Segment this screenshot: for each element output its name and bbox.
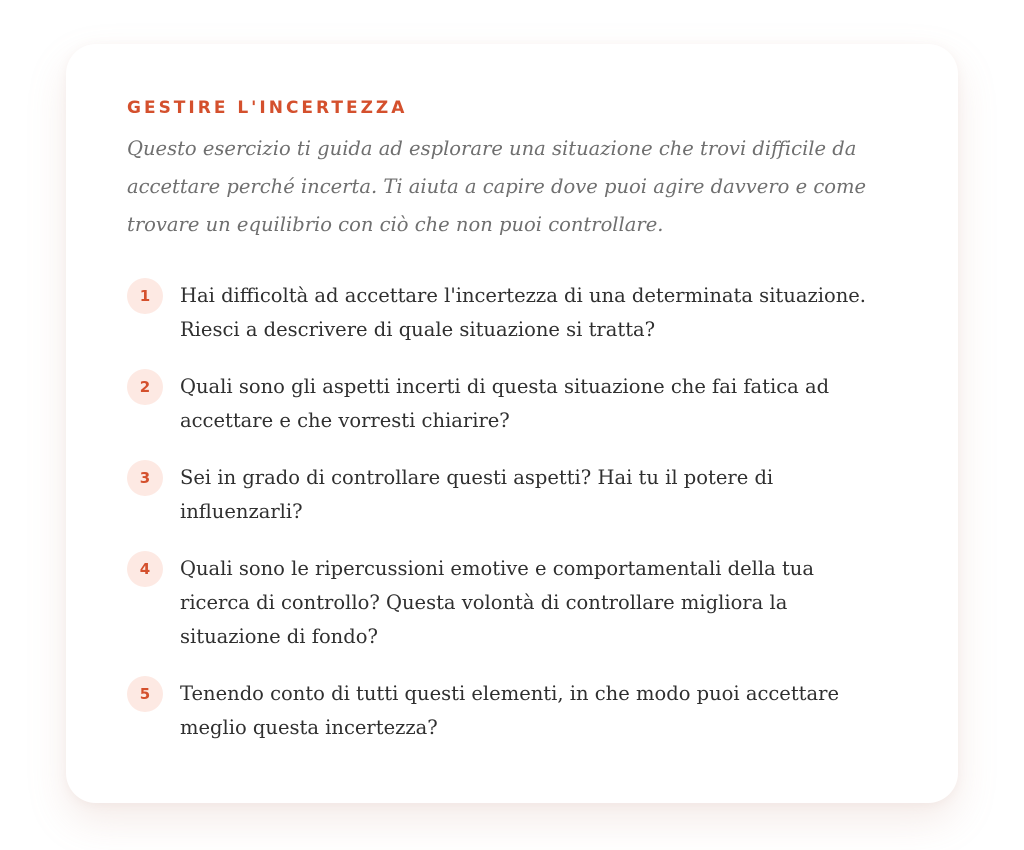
card-eyebrow-title: GESTIRE L'INCERTEZZA: [127, 98, 408, 118]
step-item: [127, 369, 898, 438]
step-question-text: Tenendo conto di tutti questi elementi, in che modo puoi accettare meglio questa incertezza?: [180, 682, 840, 739]
step-number-badge: 1: [127, 278, 163, 314]
step-item: [127, 676, 898, 745]
step-number-badge: 4: [127, 551, 163, 587]
step-question-text: Quali sono gli aspetti incerti di questa situazione che fai fatica ad accettare e che vorresti chiarire?: [180, 375, 830, 432]
step-item: [127, 278, 898, 347]
step-number-badge: 3: [127, 460, 163, 496]
exercise-card: [66, 44, 958, 803]
card-intro-text: Questo esercizio ti guida ad esplorare una situazione che trovi difficile da accettare perché incerta. Ti aiuta a capire dove puoi agire davvero e come trovare un equilibrio con ciò che non puoi controllare.: [127, 137, 867, 236]
steps-list: [127, 278, 898, 745]
step-question-text: Sei in grado di controllare questi aspetti? Hai tu il potere di influenzarli?: [180, 466, 774, 523]
step-number-badge: 2: [127, 369, 163, 405]
step-question-text: Hai difficoltà ad accettare l'incertezza di una determinata situazione. Riesci a descrivere di quale situazione si tratta?: [180, 284, 866, 341]
step-item: [127, 551, 898, 654]
step-item: [127, 460, 898, 529]
step-question-text: Quali sono le ripercussioni emotive e comportamentali della tua ricerca di controllo? Questa volontà di controllare migliora la situazione di fondo?: [180, 557, 814, 648]
step-number-badge: 5: [127, 676, 163, 712]
